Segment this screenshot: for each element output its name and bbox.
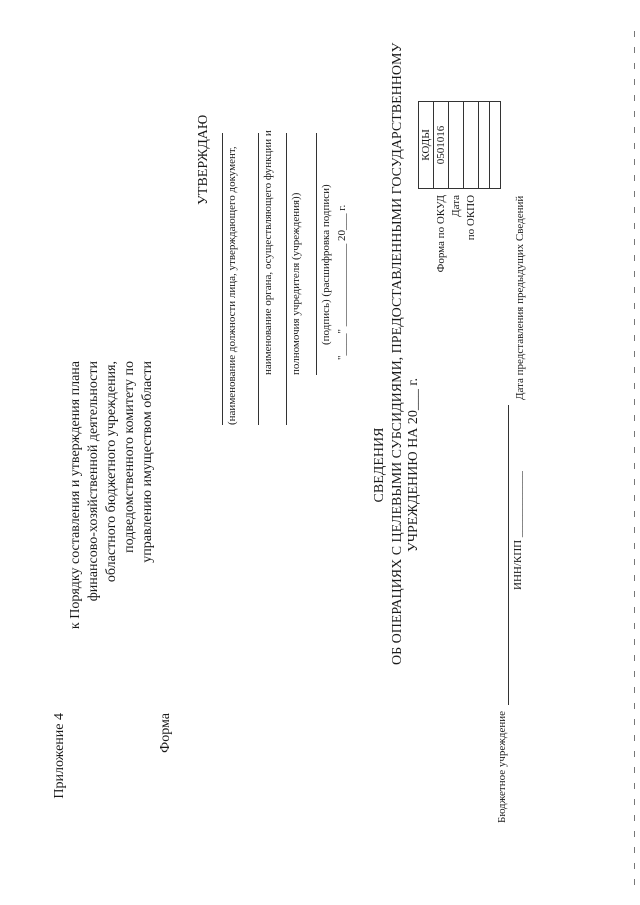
approval-line (222, 133, 223, 425)
approval-caption: (наименование должности лица, утверждающего документ, (226, 146, 238, 425)
codes-corner (419, 188, 434, 371)
appendix-line: к Порядку составления и утверждения плана (68, 361, 83, 630)
scan-artifact (634, 25, 635, 885)
appendix-line: подведомственного комитету по (122, 361, 137, 553)
codes-label (479, 188, 490, 371)
title-line: СВЕДЕНИЯ (372, 427, 387, 503)
codes-label (490, 188, 501, 371)
approval-line (316, 133, 317, 375)
codes-header: КОДЫ (419, 102, 434, 189)
codes-value (479, 102, 490, 189)
field-line (508, 405, 509, 705)
appendix-line: Приложение 4 (52, 713, 67, 799)
codes-value: 0501016 (434, 102, 449, 189)
codes-label: по ОКПО (465, 194, 477, 241)
codes-label: Дата (450, 194, 462, 217)
codes-value (449, 102, 464, 189)
approval-date: "____" _______________ 20___ г. (336, 204, 348, 360)
appendix-line: областного бюджетного учреждения, (104, 361, 119, 583)
approval-line (286, 133, 287, 425)
approval-title: УТВЕРЖДАЮ (196, 114, 211, 205)
codes-value (490, 102, 501, 189)
title-line: УЧРЕЖДЕНИЮ НА 20___ г. (406, 378, 421, 552)
field-prev-date: Дата представления предыдущих Сведений (514, 195, 526, 400)
title-line: ОБ ОПЕРАЦИЯХ С ЦЕЛЕВЫМИ СУБСИДИЯМИ, ПРЕДОСТАВЛЕННЫМИ ГОСУДАРСТВЕННОМУ (390, 42, 405, 665)
appendix-line: финансово-хозяйственной деятельности (86, 361, 101, 602)
appendix-line: Форма (158, 713, 173, 753)
field-inn-kpp: ИНН/КПП ____________ (512, 471, 524, 590)
approval-caption: полномочия учредителя (учреждения)) (290, 192, 302, 375)
approval-caption: наименование органа, осуществляющего функции и (262, 130, 274, 375)
field-institution: Бюджетное учреждение (496, 710, 508, 823)
codes-table (418, 101, 501, 371)
codes-value (464, 102, 479, 189)
codes-label: Форма по ОКУД (435, 194, 447, 273)
approval-caption: (подпись) (расшифровка подписи) (320, 184, 332, 345)
approval-line (258, 133, 259, 425)
appendix-line: управлению имуществом области (140, 361, 155, 563)
